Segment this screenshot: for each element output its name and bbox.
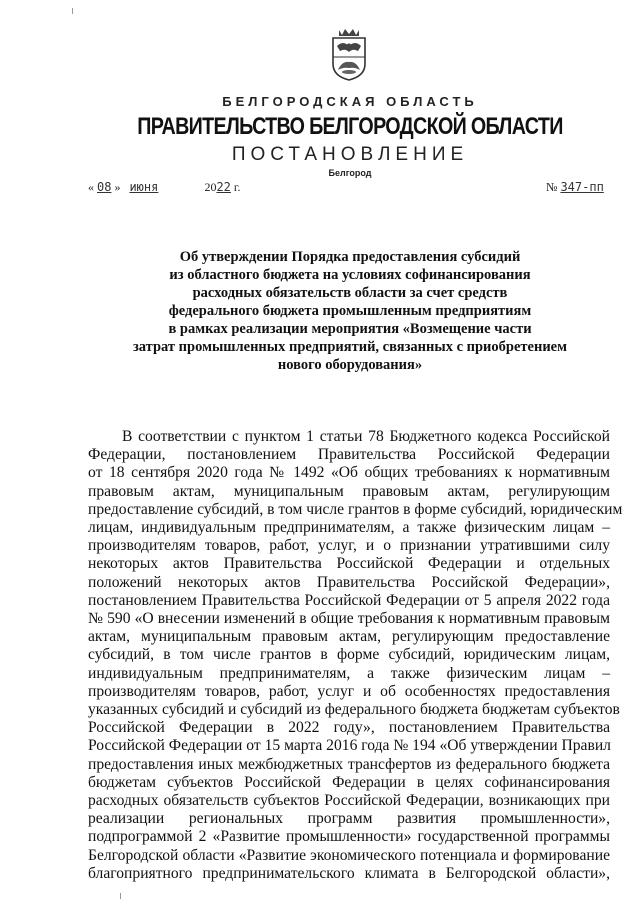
coat-of-arms-emblem — [327, 24, 371, 82]
body-line: некоторых актов Правительства Российской Федерации и отдельных — [88, 555, 610, 573]
date-year-prefix: 20 — [204, 180, 217, 194]
number-sign: № — [546, 180, 558, 194]
body-line: постановлением Правительства Российской Федерации от 5 апреля 2022 года — [88, 591, 610, 609]
body-line: положений некоторых актов Правительства Российской Федерации», — [88, 573, 610, 591]
government-name: ПРАВИТЕЛЬСТВО БЕЛГОРОДСКОЙ ОБЛАСТИ — [137, 113, 563, 140]
body-line: субсидий, в том числе грантов в форме субсидий, юридическим лицам, — [88, 646, 610, 664]
date-day: 08 — [97, 180, 112, 194]
body-line: актам, муниципальным правовым актам, регулирующим предоставление — [88, 628, 610, 646]
document-type: ПОСТАНОВЛЕНИЕ — [231, 144, 469, 165]
scan-mark — [120, 893, 121, 899]
decree-title — [120, 248, 580, 374]
date-open-quote: « — [88, 180, 94, 194]
city-name: Белгород — [328, 168, 372, 178]
title-line: Об утверждении Порядка предоставления субсидий — [179, 249, 521, 265]
title-line: расходных обязательств области за счет средств — [192, 285, 508, 301]
body-line: В соответствии с пунктом 1 статьи 78 Бюджетного кодекса Российской — [122, 428, 610, 445]
decree-date — [88, 180, 240, 195]
title-line: в рамках реализации мероприятия «Возмещение части — [168, 321, 532, 337]
body-line: Федерации, постановлением Правительства Российской Федерации — [88, 446, 610, 464]
body-line: предоставление субсидий, в том числе грантов в форме субсидий, юридическим — [88, 500, 623, 518]
body-line: индивидуальным предпринимателям, а также физическим лицам – — [88, 664, 610, 682]
title-line: федерального бюджета промышленным предприятиям — [168, 303, 532, 319]
body-line: правовым актам, муниципальным правовым актам, регулирующим — [88, 482, 610, 500]
body-line: лицам, индивидуальным предпринимателям, а также физическим лицам – — [88, 519, 610, 537]
title-line: нового оборудования» — [277, 357, 423, 373]
title-line: затрат промышленных предприятий, связанных с приобретением — [132, 339, 567, 355]
body-line: бюджетам субъектов Российской Федерации в целях софинансирования — [88, 773, 610, 791]
scan-mark — [72, 8, 73, 14]
body-line: производителям товаров, работ, услуг, и о признании утратившими силу — [88, 537, 610, 555]
body-line: Белгородской области «Развитие экономического потенциала и формирование — [88, 846, 610, 864]
body-line: благоприятного предпринимательского климата в Белгородской области», — [88, 864, 610, 882]
body-line: от 18 сентября 2020 года № 1492 «Об общих требованиях к нормативным — [88, 464, 610, 482]
body-line: подпрограммой 2 «Развитие промышленности» государственной программы — [88, 828, 610, 846]
date-year-suffix: 22 — [216, 180, 231, 194]
title-line: из областного бюджета на условиях софинансирования — [169, 267, 531, 283]
date-close-quote: » — [114, 180, 121, 194]
decree-body — [88, 428, 623, 883]
body-line: предоставления иных межбюджетных трансфертов из федерального бюджета — [88, 755, 610, 773]
body-line: Российской Федерации от 15 марта 2016 года № 194 «Об утверждении Правил — [88, 737, 611, 755]
date-month: июня — [129, 180, 159, 194]
body-line: № 590 «О внесении изменений в общие требования к нормативным правовым — [88, 610, 610, 628]
region-name: БЕЛГОРОДСКАЯ ОБЛАСТЬ — [222, 94, 478, 109]
decree-number — [546, 180, 604, 195]
body-line: производителям товаров, работ, услуг и об особенностях предоставления — [88, 682, 610, 700]
number-value: 347-пп — [560, 180, 604, 194]
body-line: реализации региональных программ развития промышленности», — [88, 810, 610, 828]
body-line: расходных обязательств субъектов Российской Федерации, возникающих при — [88, 792, 610, 810]
body-line: указанных субсидий и субсидий из федерального бюджета бюджетам субъектов — [88, 701, 620, 719]
body-line: Российской Федерации в 2022 году», постановлением Правительства — [88, 719, 610, 737]
date-year-abbr: г. — [233, 180, 241, 194]
